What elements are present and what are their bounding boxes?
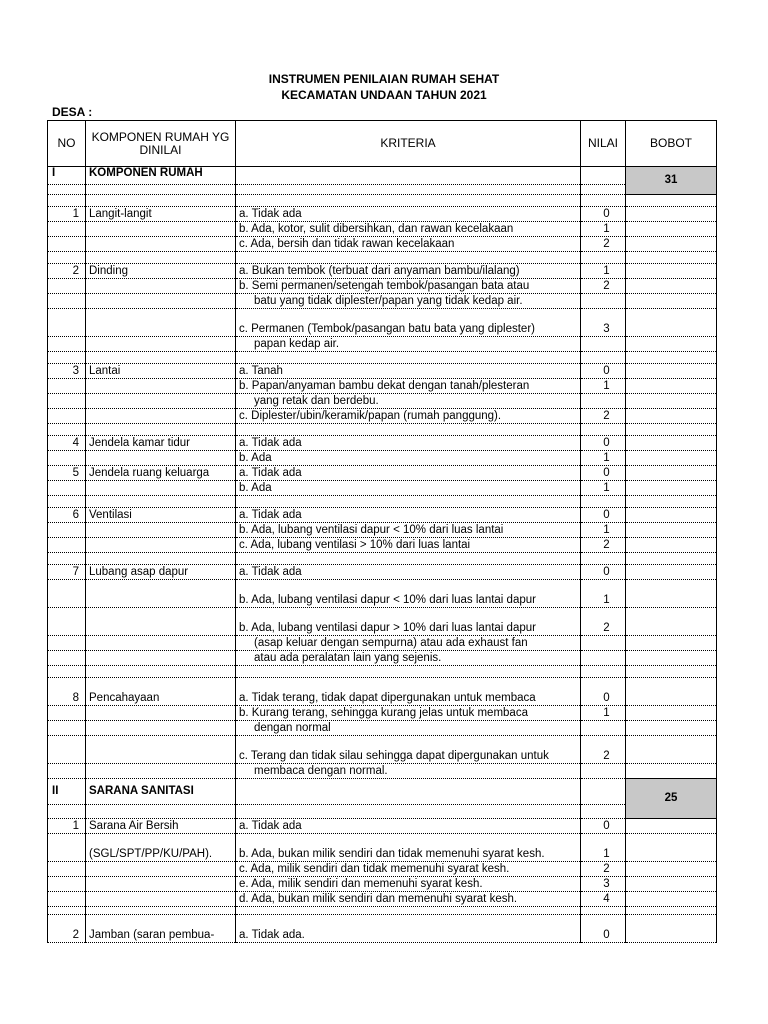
nilai-value: 1 <box>581 379 626 394</box>
criteria-text: d. Ada, bukan milik sendiri dan memenuhi syarat kesh. <box>236 892 581 907</box>
table-row <box>48 207 717 222</box>
assessment-table <box>47 120 717 943</box>
section-number: I <box>48 167 86 185</box>
section-title: SARANA SANITASI <box>86 779 236 805</box>
criteria-text: a. Tidak ada <box>236 565 581 580</box>
criteria-text: a. Tidak ada <box>236 819 581 834</box>
criteria-text: b. Ada, lubang ventilasi dapur > 10% dari luas lantai dapur <box>236 608 581 636</box>
item-number: 5 <box>48 466 86 481</box>
table-row <box>48 678 717 706</box>
criteria-text: c. Terang dan tidak silau sehingga dapat dipergunakan untuk <box>236 736 581 764</box>
criteria-text: b. Ada, kotor, sulit dibersihkan, dan rawan kecelakaan <box>236 222 581 237</box>
document-title: INSTRUMEN PENILAIAN RUMAH SEHAT <box>268 72 500 86</box>
table-row <box>48 721 717 736</box>
table-row <box>48 264 717 279</box>
nilai-value: 3 <box>581 309 626 337</box>
nilai-value: 1 <box>581 523 626 538</box>
criteria-text: e. Ada, milik sendiri dan memenuhi syarat kesh. <box>236 877 581 892</box>
component-name: Dinding <box>86 264 236 279</box>
table-row <box>48 364 717 379</box>
component-name: Langit-langit <box>86 207 236 222</box>
table-row <box>48 523 717 538</box>
item-number: 2 <box>48 264 86 279</box>
table-row <box>48 379 717 394</box>
section-number: II <box>48 779 86 805</box>
header-no: NO <box>48 121 86 167</box>
table-row <box>48 222 717 237</box>
component-name: Jendela ruang keluarga <box>86 466 236 481</box>
header-nilai: NILAI <box>581 121 626 167</box>
nilai-value: 0 <box>581 508 626 523</box>
nilai-value: 3 <box>581 877 626 892</box>
table-row <box>48 877 717 892</box>
nilai-value: 0 <box>581 466 626 481</box>
criteria-text: a. Tidak ada <box>236 436 581 451</box>
criteria-text: c. Ada, lubang ventilasi > 10% dari luas lantai <box>236 538 581 553</box>
nilai-value: 0 <box>581 207 626 222</box>
item-number: 4 <box>48 436 86 451</box>
criteria-text: c. Ada, bersih dan tidak rawan kecelakaan <box>236 237 581 252</box>
section-bobot: 25 <box>626 779 717 819</box>
criteria-text: b. Ada, lubang ventilasi dapur < 10% dari luas lantai dapur <box>236 580 581 608</box>
table-row <box>48 862 717 877</box>
section-row <box>48 167 717 185</box>
table-row <box>48 409 717 424</box>
table-row <box>48 508 717 523</box>
table-row <box>48 481 717 496</box>
table-row <box>48 636 717 651</box>
table-row <box>48 451 717 466</box>
desa-label: DESA : <box>52 105 93 119</box>
component-name: Ventilasi <box>86 508 236 523</box>
criteria-text: atau ada peralatan lain yang sejenis. <box>236 651 581 666</box>
component-name: Pencahayaan <box>86 678 236 706</box>
item-number: 3 <box>48 364 86 379</box>
criteria-text: a. Tidak ada <box>236 508 581 523</box>
component-name: Sarana Air Bersih <box>86 819 236 834</box>
table-row <box>48 580 717 608</box>
criteria-text: c. Diplester/ubin/keramik/papan (rumah panggung). <box>236 409 581 424</box>
criteria-text: papan kedap air. <box>236 337 581 352</box>
component-name: Lubang asap dapur <box>86 565 236 580</box>
nilai-value: 2 <box>581 736 626 764</box>
nilai-value: 0 <box>581 819 626 834</box>
table-row <box>48 538 717 553</box>
component-name: Jendela kamar tidur <box>86 436 236 451</box>
nilai-value: 2 <box>581 608 626 636</box>
document-subtitle: KECAMATAN UNDAAN TAHUN 2021 <box>281 88 487 102</box>
criteria-text: a. Tidak ada <box>236 207 581 222</box>
table-row <box>48 608 717 636</box>
section-bobot: 31 <box>626 167 717 195</box>
nilai-value: 1 <box>581 580 626 608</box>
table-row <box>48 436 717 451</box>
component-subtitle: (SGL/SPT/PP/KU/PAH). <box>86 834 236 862</box>
criteria-text: b. Ada <box>236 481 581 496</box>
table-row <box>48 394 717 409</box>
table-row <box>48 736 717 764</box>
table-row <box>48 309 717 337</box>
header-kriteria: KRITERIA <box>236 121 581 167</box>
header-bobot: BOBOT <box>626 121 717 167</box>
nilai-value: 1 <box>581 706 626 721</box>
table-row <box>48 565 717 580</box>
nilai-value: 0 <box>581 436 626 451</box>
criteria-text: a. Tanah <box>236 364 581 379</box>
table-row <box>48 764 717 779</box>
table-row <box>48 706 717 721</box>
nilai-value: 1 <box>581 222 626 237</box>
criteria-text: c. Permanen (Tembok/pasangan batu bata yang diplester) <box>236 309 581 337</box>
nilai-value: 2 <box>581 279 626 294</box>
nilai-value: 1 <box>581 264 626 279</box>
nilai-value: 0 <box>581 565 626 580</box>
criteria-text: b. Kurang terang, sehingga kurang jelas untuk membaca <box>236 706 581 721</box>
item-number: 2 <box>48 915 86 943</box>
section-title: KOMPONEN RUMAH <box>86 167 236 185</box>
criteria-text: a. Bukan tembok (terbuat dari anyaman bambu/ilalang) <box>236 264 581 279</box>
table-row <box>48 466 717 481</box>
table-row <box>48 651 717 666</box>
nilai-value: 0 <box>581 364 626 379</box>
nilai-value: 1 <box>581 451 626 466</box>
table-row <box>48 337 717 352</box>
criteria-text: membaca dengan normal. <box>236 764 581 779</box>
criteria-text: b. Semi permanen/setengah tembok/pasangan bata atau <box>236 279 581 294</box>
nilai-value: 1 <box>581 834 626 862</box>
component-name: Lantai <box>86 364 236 379</box>
nilai-value: 2 <box>581 237 626 252</box>
criteria-text: b. Papan/anyaman bambu dekat dengan tanah/plesteran <box>236 379 581 394</box>
item-number: 7 <box>48 565 86 580</box>
nilai-value: 0 <box>581 678 626 706</box>
section-row <box>48 779 717 805</box>
item-number: 1 <box>48 207 86 222</box>
table-row <box>48 892 717 907</box>
table-row <box>48 294 717 309</box>
item-number: 1 <box>48 819 86 834</box>
table-row <box>48 279 717 294</box>
nilai-value: 1 <box>581 481 626 496</box>
header-komponen: KOMPONEN RUMAH YG DINILAI <box>86 121 236 167</box>
criteria-text: batu yang tidak diplester/papan yang tidak kedap air. <box>236 294 581 309</box>
table-row <box>48 915 717 943</box>
component-name: Jamban (saran pembua- <box>86 915 236 943</box>
criteria-text: a. Tidak ada <box>236 466 581 481</box>
criteria-text: c. Ada, milik sendiri dan tidak memenuhi syarat kesh. <box>236 862 581 877</box>
nilai-value: 2 <box>581 538 626 553</box>
table-row <box>48 237 717 252</box>
criteria-text: b. Ada, lubang ventilasi dapur < 10% dari luas lantai <box>236 523 581 538</box>
nilai-value: 2 <box>581 409 626 424</box>
criteria-text: dengan normal <box>236 721 581 736</box>
criteria-text: b. Ada <box>236 451 581 466</box>
nilai-value: 2 <box>581 862 626 877</box>
item-number: 6 <box>48 508 86 523</box>
nilai-value: 4 <box>581 892 626 907</box>
criteria-text: a. Tidak ada. <box>236 915 581 943</box>
criteria-text: a. Tidak terang, tidak dapat dipergunakan untuk membaca <box>236 678 581 706</box>
criteria-text: (asap keluar dengan sempurna) atau ada exhaust fan <box>236 636 581 651</box>
nilai-value: 0 <box>581 915 626 943</box>
table-row <box>48 834 717 862</box>
item-number: 8 <box>48 678 86 706</box>
table-row <box>48 819 717 834</box>
criteria-text: yang retak dan berdebu. <box>236 394 581 409</box>
criteria-text: b. Ada, bukan milik sendiri dan tidak memenuhi syarat kesh. <box>236 834 581 862</box>
